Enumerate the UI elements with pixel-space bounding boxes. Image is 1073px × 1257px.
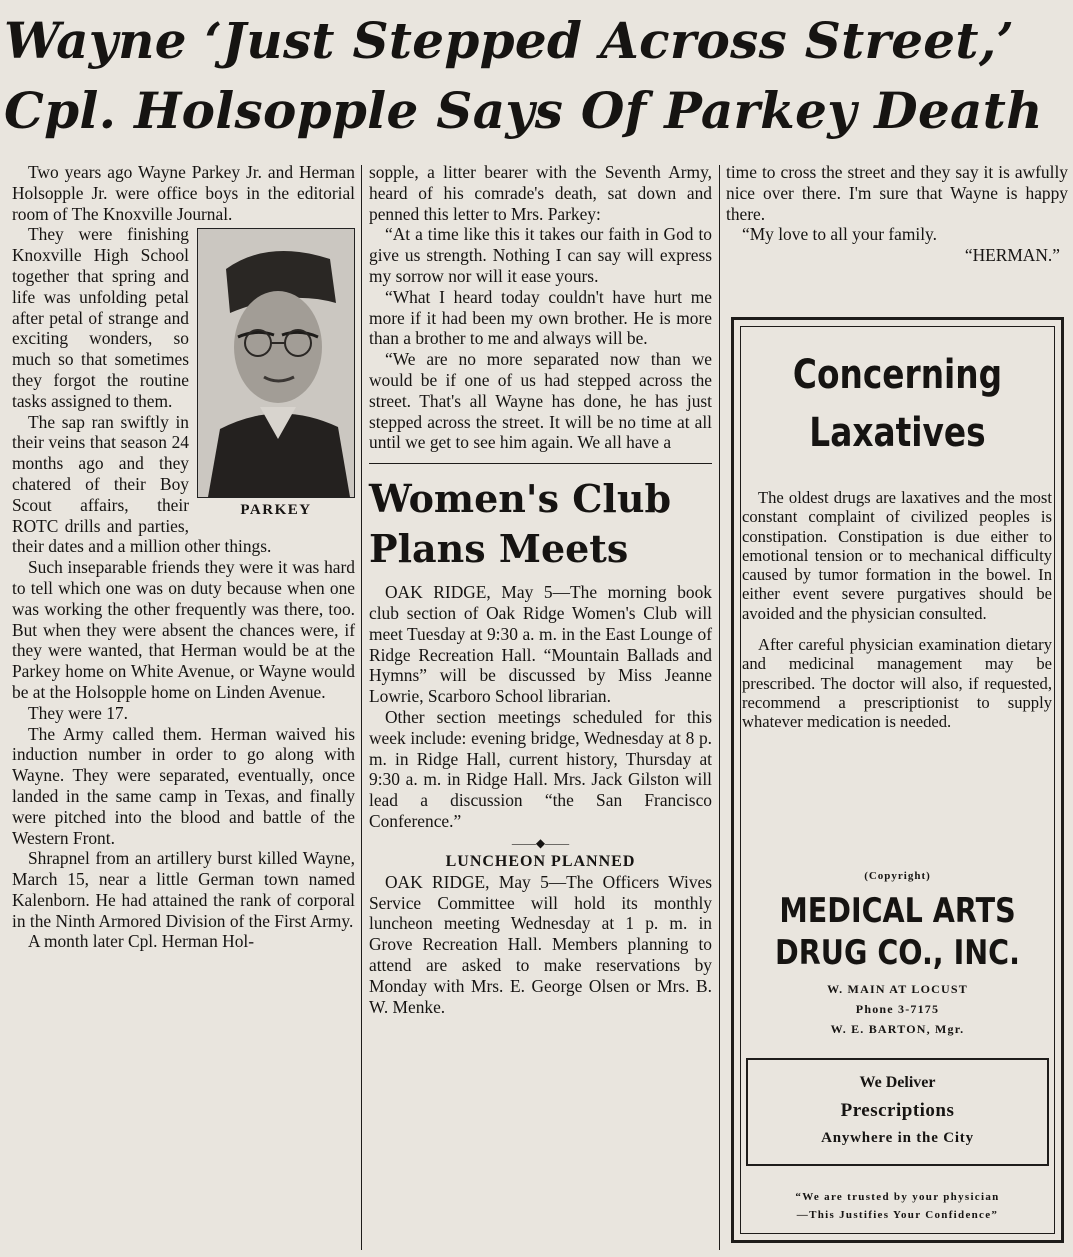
luncheon-paragraph: OAK RIDGE, May 5—The Officers Wives Service Committee will hold its monthly luncheon meeting Wednesday at 1 p. m. in Grove Recreation Hall. Members planning to attend are asked to make reservations by Monday with Mrs. E. George Olsen or Mrs. B. W. Menke. bbox=[369, 871, 712, 1017]
article-paragraph: Such inseparable friends they were it was hard to tell which one was on duty because when one was working the other frequently was there, too. But when they were absent the chances were, if they were wanted, that Herman would be at the Parkey home on White Avenue, or Wayne would be at the Holsopple home on Linden Avenue. bbox=[12, 557, 355, 702]
letter-paragraph: time to cross the street and they say it is awfully nice over there. I'm sure that Wayne is happy there. bbox=[726, 162, 1068, 224]
firm-address: W. MAIN AT LOCUST bbox=[827, 982, 968, 996]
luncheon-subhead: LUNCHEON PLANNED bbox=[445, 852, 636, 870]
article-paragraph: Two years ago Wayne Parkey Jr. and Herman Holsopple Jr. were office boys in the editorial room of The Knoxville Journal. bbox=[12, 162, 355, 224]
delivery-line-2: Prescriptions bbox=[840, 1100, 955, 1121]
trust-slogan bbox=[740, 1188, 1055, 1224]
article-paragraph: A month later Cpl. Herman Hol- bbox=[28, 931, 255, 952]
headline-line-1: Wayne ‘Just Stepped Across Street,’ bbox=[4, 11, 1015, 70]
headline-line-2: Cpl. Holsopple Says Of Parkey Death bbox=[4, 81, 1043, 140]
photo-caption: PARKEY bbox=[240, 502, 312, 519]
main-headline bbox=[4, 6, 1068, 146]
copyright-notice: (Copyright) bbox=[864, 870, 931, 882]
letter-signature: “HERMAN.” bbox=[964, 245, 1060, 266]
club-paragraph: OAK RIDGE, May 5—The morning book club section of Oak Ridge Women's Club will meet Tuesday at 9:30 a. m. in the East Lounge of Ridge Recreation Hall. “Mountain Ballads and Hymns” will be discussed by Miss Jeanne Lowrie, Scarboro School librarian. bbox=[369, 582, 712, 707]
article-paragraph: They were 17. bbox=[28, 702, 128, 723]
article-paragraph: The sap ran swiftly in their veins that season 24 months ago and they chatered of their Boy Scout affairs, their ROTC drills and parties, their dates and a million other things. bbox=[12, 411, 272, 557]
portrait-photo bbox=[197, 228, 355, 498]
article-column-3 bbox=[726, 162, 1068, 266]
article-paragraph: They were finishing Knoxville High School together that spring and life was unfolding petal after petal of strange and exciting wonders, so much so that sometimes they forgot the routine tasks assigned to them. bbox=[12, 224, 189, 411]
article-paragraph: The Army called them. Herman waived his induction number in order to go along with Wayne. They were separated, eventually, once landed in the same camp in Texas, and finally were pitched into the blood and battle of the Western Front. bbox=[12, 723, 355, 848]
letter-paragraph: “At a time like this it takes our faith in God to give us strength. Nothing I can say will express my sorrow nor will it ease yours. bbox=[369, 224, 712, 286]
section-rule bbox=[369, 463, 712, 464]
letter-paragraph: “What I heard today couldn't have hurt me more if it had been my own brother. He is more than a brother to me and always will be. bbox=[369, 286, 712, 349]
column-rule-2 bbox=[719, 165, 720, 1250]
ad-title-line-1: Concerning bbox=[792, 352, 1003, 398]
article-column-1 bbox=[12, 162, 355, 952]
ad-paragraph: The oldest drugs are laxatives and the most constant complaint of civilized peoples is constipation. Constipation is due either to emotional tension or to mechanical difficulty caused by tumor formation in the bowel. In either event severe purgatives should be avoided and the physician consulted. bbox=[742, 488, 1052, 623]
delivery-line-3: Anywhere in the City bbox=[821, 1130, 974, 1146]
column-rule-1 bbox=[361, 165, 362, 1250]
portrait-figure bbox=[197, 228, 355, 521]
article-column-2 bbox=[369, 162, 712, 1017]
firm-name bbox=[760, 890, 1035, 974]
delivery-line-1: We Deliver bbox=[859, 1074, 936, 1091]
club-headline-line-2: Plans Meets bbox=[369, 526, 629, 572]
separator-ornament: ——◆—— bbox=[511, 835, 570, 850]
delivery-box bbox=[746, 1058, 1049, 1166]
article-paragraph: Shrapnel from an artillery burst killed Wayne, March 15, near a little German town named Kalenborn. He had attained the rank of corporal in the Ninth Armored Division of the First Army. bbox=[12, 848, 355, 931]
club-headline-line-1: Women's Club bbox=[369, 476, 672, 522]
letter-closing: “My love to all your family. bbox=[742, 224, 937, 245]
ad-title bbox=[763, 346, 1031, 462]
club-headline bbox=[369, 474, 712, 574]
trust-line-2: —This Justifies Your Confidence” bbox=[796, 1209, 999, 1221]
club-paragraph: Other section meetings scheduled for this week include: evening bridge, Wednesday at 8 p. m. in Ridge Hall, current history, Thursday at 9:30 a. m. in Ridge Hall. Mrs. Jack Gilston will lead a discussion “the San Francisco Conference.” bbox=[369, 706, 712, 831]
trust-line-1: “We are trusted by your physician bbox=[795, 1191, 1000, 1203]
drugstore-advertisement bbox=[731, 317, 1064, 1243]
firm-manager: W. E. BARTON, Mgr. bbox=[830, 1022, 965, 1036]
ad-paragraph: After careful physician examination dietary and medicinal management may be prescribed. The doctor will also, if requested, recommend a prescriptionist to supply whatever medication is needed. bbox=[742, 635, 1052, 732]
firm-name-line-1: MEDICAL ARTS bbox=[779, 891, 1016, 931]
firm-name-line-2: DRUG CO., INC. bbox=[775, 933, 1020, 973]
firm-phone: Phone 3-7175 bbox=[855, 1002, 940, 1016]
ad-body bbox=[742, 488, 1052, 744]
ad-title-line-2: Laxatives bbox=[809, 410, 986, 456]
letter-paragraph: “We are no more separated now than we would be if one of us had stepped across the street. That's all Wayne has done, he has just stepped across the street. It will be no time at all until we get to see him again. We all have a bbox=[369, 349, 712, 453]
letter-paragraph: sopple, a litter bearer with the Seventh Army, heard of his comrade's death, sat down and penned this letter to Mrs. Parkey: bbox=[369, 162, 712, 224]
